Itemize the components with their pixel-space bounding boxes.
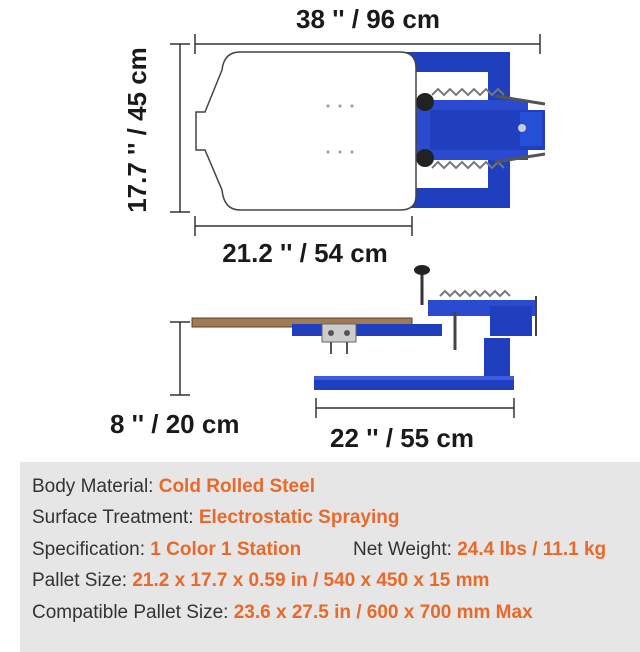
spec-value: 24.4 lbs / 11.1 kg [457, 539, 607, 560]
spec-value: 23.6 x 27.5 in / 600 x 700 mm Max [233, 602, 533, 623]
spec-pallet-size [32, 569, 489, 593]
top-view-pallet [196, 52, 416, 210]
side-height-dimension-line [170, 322, 190, 395]
spec-value: Electrostatic Spraying [198, 507, 400, 528]
top-height-label: 17.7 '' / 45 cm [122, 47, 152, 213]
spec-label: Body Material: [32, 476, 154, 497]
spec-value: Cold Rolled Steel [158, 476, 315, 497]
top-width-dimension-line [195, 34, 540, 54]
spec-label: Pallet Size: [32, 570, 128, 591]
pallet-width-dimension-line [195, 216, 412, 236]
spec-body-material [32, 475, 315, 499]
spec-label: Compatible Pallet Size: [32, 602, 229, 623]
spec-surface-treatment [32, 506, 399, 530]
spec-value: 1 Color 1 Station [150, 539, 302, 560]
spec-specification [32, 538, 301, 562]
top-height-dimension-line [170, 44, 190, 212]
spec-compatible-pallet-size [32, 601, 533, 625]
spec-label: Specification: [32, 539, 146, 560]
side-view-printer [192, 265, 536, 390]
top-width-label: 38 '' / 96 cm [296, 4, 440, 34]
base-length-label: 22 '' / 55 cm [330, 423, 474, 453]
spec-label: Surface Treatment: [32, 507, 194, 528]
pallet-width-label: 21.2 '' / 54 cm [222, 238, 388, 268]
spec-value: 21.2 x 17.7 x 0.59 in / 540 x 450 x 15 mm [132, 570, 490, 591]
side-height-label: 8 '' / 20 cm [110, 409, 240, 439]
spec-panel [20, 462, 640, 652]
spec-net-weight [353, 538, 606, 562]
base-length-dimension-line [316, 398, 514, 418]
spec-label: Net Weight: [353, 539, 452, 560]
